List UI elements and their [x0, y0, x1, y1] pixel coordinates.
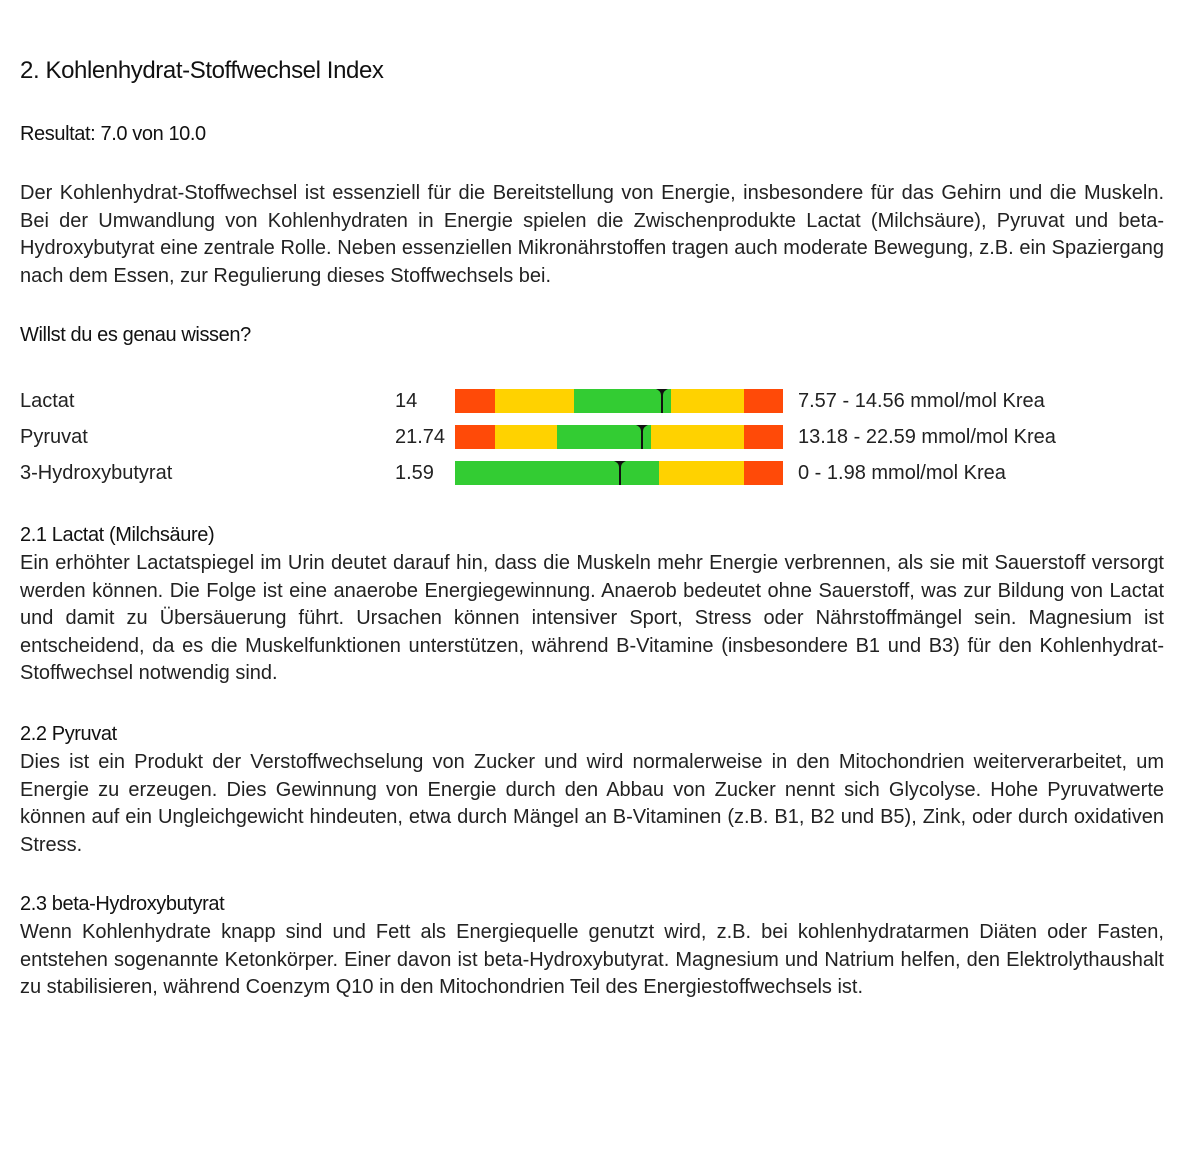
reference-range: 0 - 1.98 mmol/mol Krea [798, 462, 1006, 484]
value-marker-icon [635, 425, 649, 449]
range-segment-red [455, 389, 495, 413]
section-heading: 2.1 Lactat (Milchsäure) [20, 524, 215, 546]
range-segment-green [455, 461, 659, 485]
range-segment-red [744, 461, 783, 485]
biomarker-name: Lactat [20, 390, 75, 412]
result-score: Resultat: 7.0 von 10.0 [20, 123, 206, 145]
range-bar [455, 425, 783, 449]
intro-paragraph: Der Kohlenhydrat-Stoffwechsel ist essenziell für die Bereitstellung von Energie, insbesondere für das Gehirn und die Muskeln. Bei der Umwandlung von Kohlenhydraten in Energie spielen die Zwischenprodukte Lactat (Milchsäure), Pyruvat und beta-Hydroxybutyrat eine zentrale Rolle. Neben essenziellen Mikronährstoffen tragen auch moderate Bewegung, z.B. ein Spaziergang nach dem Essen, zur Regulierung dieses Stoffwechsels bei. [20, 182, 1164, 287]
page-title: 2. Kohlenhydrat-Stoffwechsel Index [20, 57, 384, 84]
section-lactat [20, 522, 1164, 688]
section-heading: 2.2 Pyruvat [20, 723, 117, 745]
value-marker-icon [613, 461, 627, 485]
range-bar [455, 461, 783, 485]
biomarker-value: 1.59 [395, 462, 434, 484]
biomarker-row-lactat [20, 388, 1164, 414]
biomarker-value: 21.74 [395, 426, 446, 448]
section-text: Dies ist ein Produkt der Verstoffwechselung von Zucker und wird normalerweise in den Mitochondrien weiterverarbeitet, um Energie zu erzeugen. Dies Gewinnung von Energie durch den Abbau von Zucker nennt sich Glycolyse. Hohe Pyruvatwerte können auf ein Ungleichgewicht hindeuten, etwa durch Mängel an B-Vitaminen (z.B. B1, B2 und B5), Zink, oder durch oxidativen Stress. [20, 751, 1164, 856]
biomarker-name: 3-Hydroxybutyrat [20, 462, 173, 484]
range-segment-yellow [671, 389, 744, 413]
details-heading: Willst du es genau wissen? [20, 324, 251, 346]
reference-range: 7.57 - 14.56 mmol/mol Krea [798, 390, 1045, 412]
biomarker-row-hydroxybutyrat [20, 460, 1164, 486]
range-segment-yellow [495, 389, 574, 413]
biomarker-name: Pyruvat [20, 426, 88, 448]
section-text: Ein erhöhter Lactatspiegel im Urin deutet darauf hin, dass die Muskeln mehr Energie verbrennen, als sie mit Sauerstoff versorgt werden können. Die Folge ist eine anaerobe Energiegewinnung. Anaerob bedeutet ohne Sauerstoff, was zur Bildung von Lactat und damit zu Übersäuerung führt. Ursachen können intensiver Sport, Stress oder Nährstoffmängel sein. Magnesium ist entscheidend, da es die Muskelfunktionen unterstützen, während B-Vitamine (insbesondere B1 und B3) für den Kohlenhydrat-Stoffwechsel notwendig sind. [20, 552, 1164, 684]
range-segment-yellow [651, 425, 744, 449]
biomarker-row-pyruvat [20, 424, 1164, 450]
range-segment-red [744, 389, 783, 413]
range-segment-yellow [495, 425, 557, 449]
reference-range: 13.18 - 22.59 mmol/mol Krea [798, 426, 1056, 448]
range-segment-red [744, 425, 783, 449]
section-heading: 2.3 beta-Hydroxybutyrat [20, 893, 225, 915]
section-hydroxybutyrat [20, 891, 1164, 1002]
range-segment-red [455, 425, 495, 449]
biomarker-value: 14 [395, 390, 418, 412]
section-pyruvat [20, 721, 1164, 859]
range-segment-yellow [659, 461, 744, 485]
value-marker-icon [655, 389, 669, 413]
range-bar [455, 389, 783, 413]
section-text: Wenn Kohlenhydrate knapp sind und Fett als Energiequelle genutzt wird, z.B. bei kohlenhydratarmen Diäten oder Fasten, entstehen sogenannte Ketonkörper. Einer davon ist beta-Hydroxybutyrat. Magnesium und Natrium helfen, den Elektrolythaushalt zu stabilisieren, während Coenzym Q10 in den Mitochondrien Teil des Energiestoffwechsels ist. [20, 921, 1164, 998]
